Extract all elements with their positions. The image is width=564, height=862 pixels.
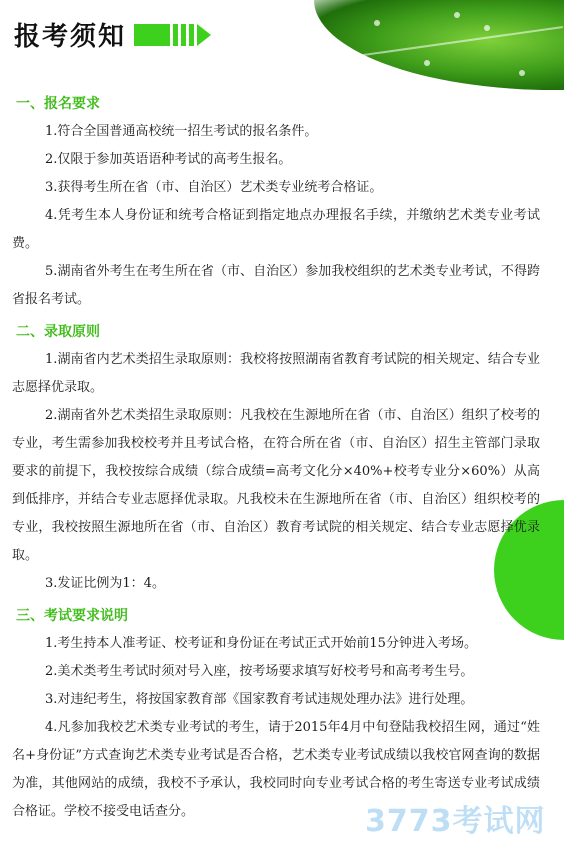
- document-body: [0, 92, 564, 832]
- list-item: 1.符合全国普通高校统一招生考试的报名条件。: [45, 124, 318, 139]
- list-item: 3.对违纪考生，将按国家教育部《国家教育考试违规处理办法》进行处理。: [45, 692, 474, 707]
- list-item: 1.湖南省内艺术类招生录取原则：我校将按照湖南省教育考试院的相关规定、结合专业志愿择优录取。: [12, 352, 540, 395]
- list-item: 3.发证比例为1：4。: [45, 576, 165, 591]
- page-title: 报考须知: [14, 22, 127, 52]
- section-heading: 三、考试要求说明: [16, 608, 128, 624]
- water-drop: [374, 20, 380, 26]
- water-drop: [484, 25, 490, 31]
- list-item: 2.湖南省外艺术类招生录取原则：凡我校在生源地所在省（市、自治区）组织了校考的专业，考生需参加我校校考并且考试合格，在符合所在省（市、自治区）招生主管部门录取要求的前提下，我校按综合成绩（综合成绩=高考文化分×40%+校考专业分×60%）从高到低排序，并结合专业志愿择优录取。凡我校未在生源地所在省（市、自治区）组织校考的专业，我校按照生源地所在省（市、自治区）教育考试院的相关规定、结合专业志愿择优录取。: [12, 408, 540, 563]
- list-item: 3.获得考生所在省（市、自治区）艺术类专业统考合格证。: [45, 180, 383, 195]
- section-heading: 二、录取原则: [16, 324, 100, 340]
- list-item: 1.考生持本人准考证、校考证和身份证在考试正式开始前15分钟进入考场。: [45, 636, 477, 651]
- water-drop: [454, 12, 460, 18]
- title-arrow-icon: [134, 24, 211, 46]
- water-drop: [519, 70, 525, 76]
- leaf-vein: [335, 26, 563, 60]
- list-item: 5.湖南省外考生在考生所在省（市、自治区）参加我校组织的艺术类专业考试，不得跨省报名考试。: [12, 264, 540, 307]
- section-items: [0, 118, 564, 314]
- section-items: [0, 346, 564, 598]
- title-row: [14, 16, 211, 53]
- leaf-decoration-image: [314, 0, 564, 90]
- list-item: 4.凡参加我校艺术类专业考试的考生，请于2015年4月中旬登陆我校招生网，通过“姓名+身份证”方式查询艺术类专业考试是否合格，艺术类专业考试成绩以我校官网查询的数据为准，其他网站的成绩，我校不予承认，我校同时向专业考试合格的考生寄送专业考试成绩合格证。学校不接受电话查分。: [12, 720, 540, 819]
- water-drop: [424, 60, 430, 66]
- list-item: 2.仅限于参加英语语种考试的高考生报名。: [45, 152, 292, 167]
- watermark-logo: 3773考试网: [365, 804, 546, 839]
- list-item: 4.凭考生本人身份证和统考合格证到指定地点办理报名手续，并缴纳艺术类专业考试费。: [12, 208, 540, 251]
- list-item: 2.美术类考生考试时须对号入座，按考场要求填写好校考号和高考考生号。: [45, 664, 474, 679]
- section-heading: 一、报名要求: [16, 96, 100, 112]
